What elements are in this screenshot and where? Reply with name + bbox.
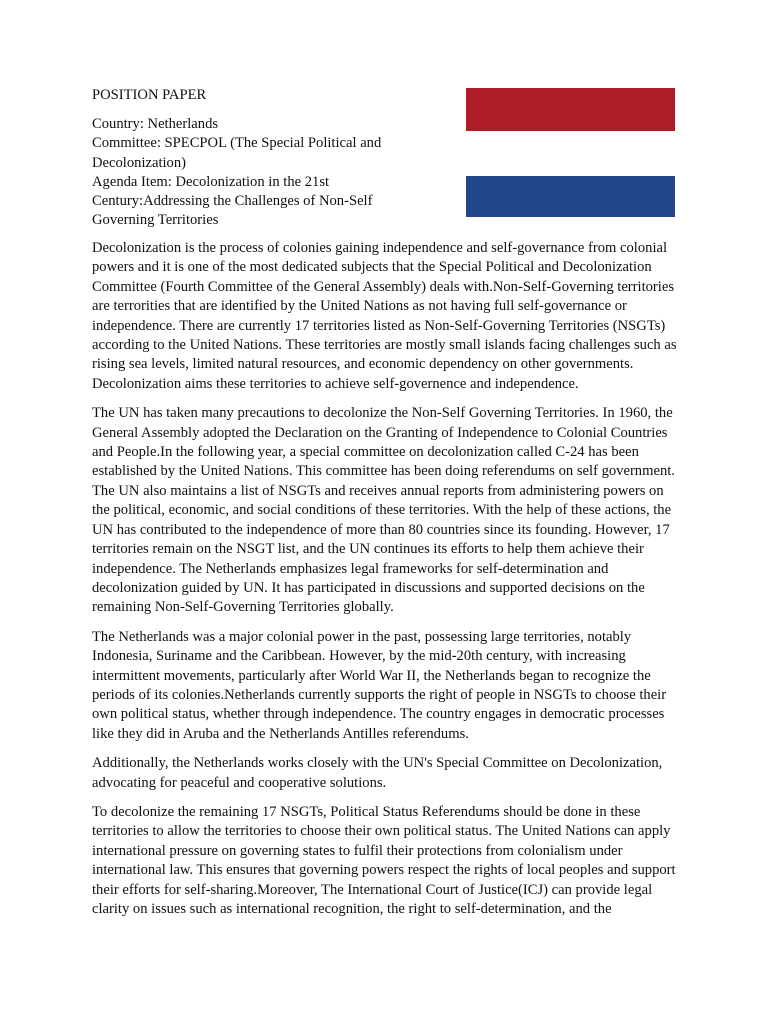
- country-line: Country: Netherlands: [92, 116, 219, 133]
- document-title: POSITION PAPER: [92, 87, 207, 103]
- paragraph: The UN has taken many precautions to decolonize the Non-Self Governing Territories. In 1960, the General Assembly adopted the Declaration on the Granting of Independence to Colonial Countries and People.In the following year, a special committee on decolonization called C-24 has been established by the United Nations. This committee has been doing referendums on self government. The UN also maintains a list of NSGTs and receives annual reports from administering powers on the political, economic, and social conditions of these territories. With the help of these actions, the UN has contributed to the independence of more than 80 countries since its founding. However, 17 territories remain on the NSGT list, and the UN continues its efforts to help them achieve their independence. The Netherlands emphasizes legal frameworks for self-determination and decolonization guided by UN. It has participated in discussions and supported decisions on the remaining Non-Self-Governing Territories globally.: [92, 405, 675, 616]
- paragraph: Additionally, the Netherlands works closely with the UN's Special Committee on Decolonization, advocating for peaceful and cooperative solutions.: [92, 755, 663, 791]
- document-body: [92, 239, 678, 929]
- agenda-line: Agenda Item: Decolonization in the 21st Century:Addressing the Challenges of Non-Self Governing Territories: [92, 173, 373, 229]
- paragraph: Decolonization is the process of colonies gaining independence and self-governance from colonial powers and it is one of the most dedicated subjects that the Special Political and Decolonization Committee (Fourth Committee of the General Assembly) deals with.Non-Self-Governing territories are terrorities that are identified by the United Nations as not having full self-governance or independence. There are currently 17 territories listed as Non-Self-Governing Territories (NSGTs) according to the United Nations. These territories are mostly small islands facing challenges such as rising sea levels, limited natural resources, and economic dependency on other governments. Decolonization aims these territories to achieve self-governence and independence.: [92, 240, 677, 392]
- paragraph: To decolonize the remaining 17 NSGTs, Political Status Referendums should be done in these territories to allow the territories to choose their own political status. The United Nations can apply international pressure on governing states to fulfil their protections from colonialism under international law. This ensures that governing powers respect the rights of local peoples and support their efforts for self-sharing.Moreover, The International Court of Justice(ICJ) can provide legal clarity on issues such as international recognition, the right to self-determination, and the: [92, 803, 676, 917]
- document-header: [92, 86, 422, 230]
- flag-blue-stripe: [466, 176, 675, 217]
- committee-line: Committee: SPECPOL (The Special Political and Decolonization): [92, 135, 382, 171]
- paragraph: The Netherlands was a major colonial power in the past, possessing large territories, notably Indonesia, Suriname and the Caribbean. However, by the mid-20th century, with increasing intermittent movements, particularly after World War II, the Netherlands began to recognize the periods of its colonies.Netherlands currently supports the right of people in NSGTs to choose their own political status, whether through independence. The country engages in democratic processes like they did in Aruba and the Netherlands Antilles referendums.: [92, 628, 667, 742]
- flag-red-stripe: [466, 88, 675, 131]
